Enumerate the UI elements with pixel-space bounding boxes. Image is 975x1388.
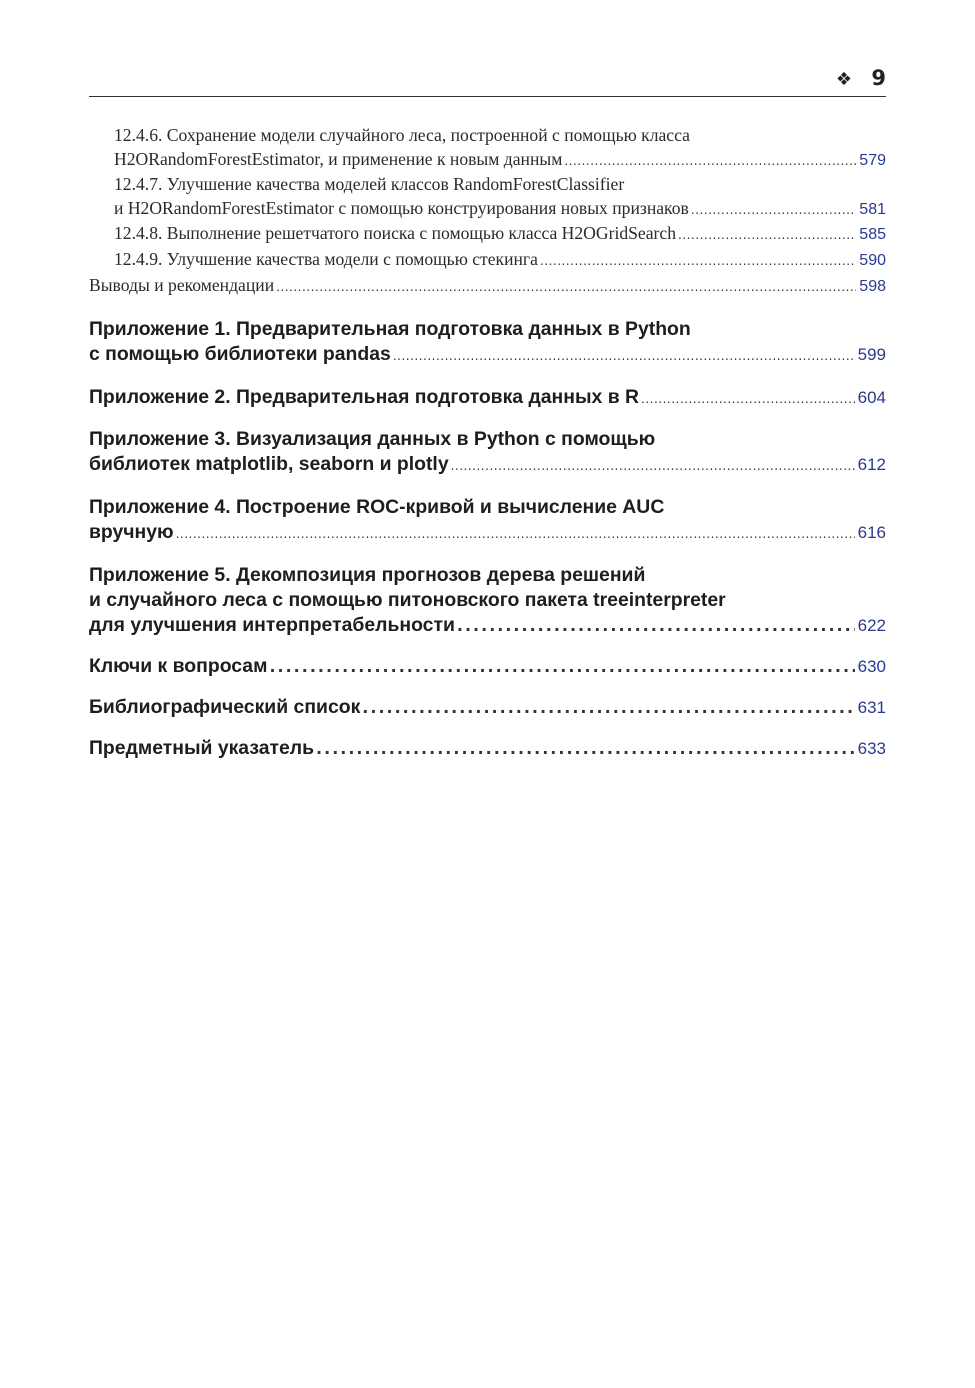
toc-entry-appendix-4[interactable] bbox=[89, 495, 886, 547]
toc-page-number[interactable]: 630 bbox=[857, 657, 886, 677]
toc-entry-title: 12.4.7. Улучшение качества моделей классов RandomForestClassifier bbox=[114, 174, 625, 195]
toc-entry-12-4-9[interactable] bbox=[89, 248, 886, 274]
page-number: 9 bbox=[871, 66, 886, 90]
toc-entry-title-cont: с помощью библиотеки pandas bbox=[89, 343, 391, 366]
toc-entry-title: Выводы и рекомендации bbox=[89, 274, 275, 295]
toc-entry-title: 12.4.9. Улучшение качества модели с помощью стекинга bbox=[114, 248, 538, 269]
toc-entry-title-cont: H2ORandomForestEstimator, и применение к новым данным bbox=[114, 148, 563, 169]
leader-dots bbox=[393, 344, 855, 369]
toc-page-number[interactable]: 622 bbox=[857, 616, 886, 636]
toc-entry-title-cont: вручную bbox=[89, 521, 174, 544]
toc-entry-conclusions[interactable] bbox=[89, 274, 886, 300]
toc-entry-title-cont: для улучшения интерпретабельности bbox=[89, 614, 455, 637]
toc-entry-title: Приложение 4. Построение ROC-кривой и вычисление AUC bbox=[89, 496, 665, 519]
toc-entry-title: Предметный указатель bbox=[89, 737, 315, 760]
leader-dots bbox=[362, 695, 854, 720]
leader-dots bbox=[276, 276, 856, 300]
toc-page-number[interactable]: 612 bbox=[857, 455, 886, 475]
toc-entry-title: Приложение 2. Предварительная подготовка данных в R bbox=[89, 386, 640, 409]
toc-entry-title: Приложение 5. Декомпозиция прогнозов дерева решений bbox=[89, 564, 646, 587]
toc-page-number[interactable]: 579 bbox=[859, 151, 886, 169]
toc-entry-title-cont: и случайного леса с помощью питоновского пакета treeinterpreter bbox=[89, 589, 726, 612]
toc-page-number[interactable]: 598 bbox=[859, 277, 886, 295]
toc-page-number[interactable]: 581 bbox=[859, 200, 886, 218]
toc-entry-appendix-5[interactable] bbox=[89, 563, 886, 638]
leader-dots bbox=[540, 250, 856, 274]
leader-dots bbox=[316, 736, 855, 761]
toc-entry-title: 12.4.8. Выполнение решетчатого поиска с помощью класса H2OGridSearch bbox=[114, 223, 676, 244]
table-of-contents bbox=[89, 124, 886, 761]
leader-dots bbox=[176, 522, 855, 547]
toc-entry-title-cont: библиотек matplotlib, seaborn и plotly bbox=[89, 453, 449, 476]
toc-entry-title: 12.4.6. Сохранение модели случайного леса, построенной с помощью класса bbox=[114, 125, 690, 145]
toc-entry-title: Ключи к вопросам bbox=[89, 655, 268, 678]
leader-dots bbox=[678, 224, 856, 248]
ornament-icon: ❖ bbox=[835, 69, 852, 90]
leader-dots bbox=[564, 150, 856, 174]
leader-dots bbox=[269, 654, 854, 679]
leader-dots bbox=[691, 199, 856, 223]
toc-page-number[interactable]: 616 bbox=[857, 523, 886, 543]
toc-entry-subject-index[interactable] bbox=[89, 736, 886, 761]
toc-page-number[interactable]: 604 bbox=[857, 388, 886, 408]
leader-dots bbox=[457, 613, 855, 638]
toc-entry-appendix-1[interactable] bbox=[89, 317, 886, 369]
toc-entry-bibliography[interactable] bbox=[89, 695, 886, 720]
leader-dots bbox=[451, 454, 855, 479]
toc-entry-title: Приложение 3. Визуализация данных в Python с помощью bbox=[89, 428, 656, 451]
toc-entry-answer-keys[interactable] bbox=[89, 654, 886, 679]
toc-entry-12-4-6[interactable] bbox=[89, 124, 886, 173]
toc-entry-title-cont: и H2ORandomForestEstimator с помощью конструирования новых признаков bbox=[114, 197, 689, 218]
toc-page-number[interactable]: 631 bbox=[857, 698, 886, 718]
toc-page-number[interactable]: 590 bbox=[859, 251, 886, 269]
toc-entry-12-4-7[interactable] bbox=[89, 173, 886, 222]
toc-page-number[interactable]: 585 bbox=[859, 226, 886, 244]
leader-dots bbox=[641, 387, 855, 412]
toc-entry-title: Приложение 1. Предварительная подготовка данных в Python bbox=[89, 318, 691, 341]
toc-entry-title: Библиографический список bbox=[89, 696, 361, 719]
toc-entry-appendix-3[interactable] bbox=[89, 427, 886, 479]
toc-page-number[interactable]: 633 bbox=[857, 739, 886, 759]
toc-entry-appendix-2[interactable] bbox=[89, 385, 886, 412]
toc-entry-12-4-8[interactable] bbox=[89, 222, 886, 248]
toc-page-number[interactable]: 599 bbox=[857, 345, 886, 365]
page-header bbox=[89, 64, 886, 97]
